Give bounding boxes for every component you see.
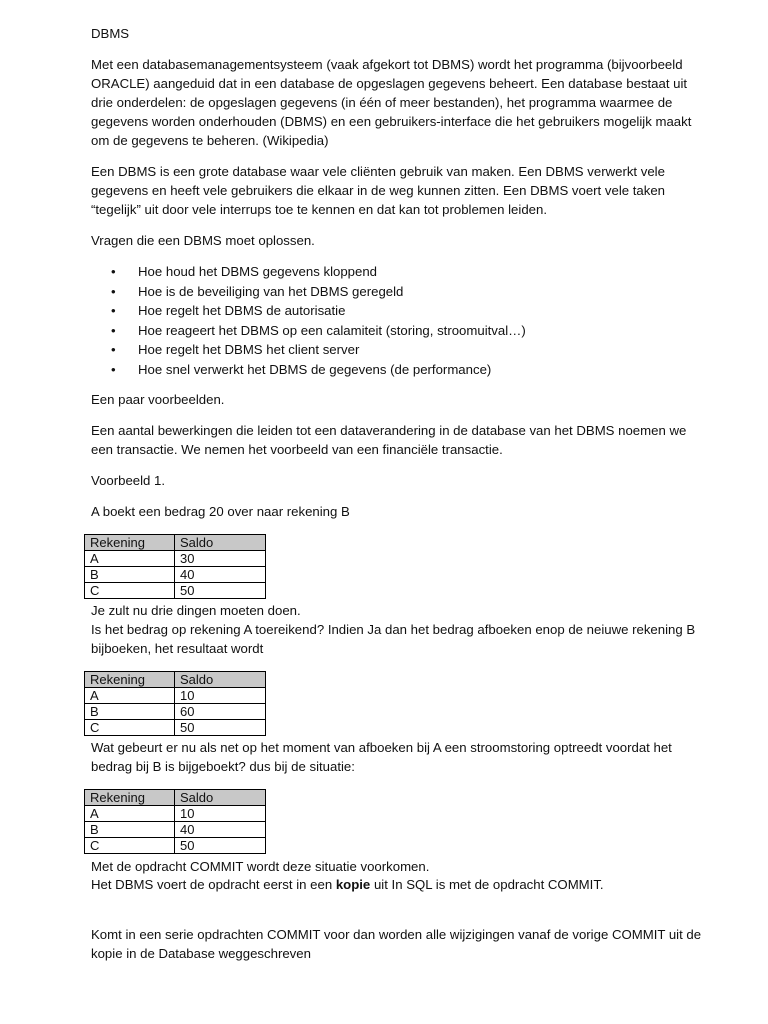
column-header-account: Rekening: [85, 535, 175, 551]
balance-table-failure: [84, 789, 266, 854]
bullet-icon: •: [111, 303, 116, 319]
list-item: • Hoe regelt het DBMS de autorisatie: [111, 303, 346, 319]
column-header-balance: Saldo: [175, 535, 266, 551]
list-item: • Hoe reageert het DBMS op een calamiteit (storing, stroomuitval…): [111, 322, 526, 338]
intro-paragraph: Met een databasemanagementsysteem (vaak afgekort tot DBMS) wordt het programma (bijvoorbeeld ORACLE) aangeduid dat in een database de opgeslagen gegevens beheert. Een database bestaat uit drie onderdelen: de opgeslagen gegevens (in één of meer bestanden), het programma waarmee de gegevens worden onderhouden (DBMS) en een gebruikers-interface die het gebruikers mogelijk maakt om de gegevens te beheren. (Wikipedia): [91, 57, 692, 148]
final-paragraph: Komt in een serie opdrachten COMMIT voor dan worden alle wijzigingen vanaf de vorige COMMIT uit de kopie in de Database weggeschreven: [91, 927, 702, 961]
after-table3-line2: Het DBMS voert de opdracht eerst in een kopie uit In SQL is met de opdracht COMMIT.: [91, 877, 604, 892]
list-item: • Hoe snel verwerkt het DBMS de gegevens (de performance): [111, 361, 492, 377]
after-table3-line1: Met de opdracht COMMIT wordt deze situatie voorkomen.: [91, 859, 430, 874]
emphasis-kopie: kopie: [335, 877, 371, 892]
table-row: C 50: [85, 583, 266, 599]
list-item: • Hoe regelt het DBMS het client server: [111, 342, 360, 358]
example-statement: A boekt een bedrag 20 over naar rekening B: [91, 504, 350, 519]
questions-intro: Vragen die een DBMS moet oplossen.: [91, 233, 315, 248]
questions-list: [91, 262, 711, 380]
table-row: A 30: [85, 551, 266, 567]
table-row: B 40: [85, 567, 266, 583]
list-item: • Hoe houd het DBMS gegevens kloppend: [111, 264, 378, 279]
table-row: A 10: [85, 688, 266, 704]
example-heading: Voorbeeld 1.: [91, 473, 166, 488]
table-row: A 10: [85, 806, 266, 822]
after-table1-line1: Je zult nu drie dingen moeten doen.: [91, 603, 301, 618]
second-paragraph: Een DBMS is een grote database waar vele cliënten gebruik van maken. Een DBMS verwerkt vele gegevens en heeft vele gebruikers die elkaar in de weg kunnen zitten. Een DBMS voert vele taken “tegelijk” uit door vele interrups toe te kennen en dat kan tot problemen leiden.: [91, 164, 666, 217]
after-table1-line2: Is het bedrag op rekening A toereikend? Indien Ja dan het bedrag afboeken enop de neiuwe rekening B bijboeken, het resultaat wordt: [91, 622, 696, 656]
column-header-balance: Saldo: [175, 790, 266, 806]
balance-table-result: [84, 671, 266, 736]
bullet-icon: •: [111, 283, 116, 299]
table-header-row: [85, 535, 266, 551]
table-row: B 40: [85, 822, 266, 838]
examples-intro: Een paar voorbeelden.: [91, 392, 225, 407]
column-header-balance: Saldo: [175, 672, 266, 688]
bullet-icon: •: [111, 361, 116, 377]
table-row: C 50: [85, 838, 266, 854]
list-item: • Hoe is de beveiliging van het DBMS geregeld: [111, 283, 404, 299]
balance-table-initial: [84, 534, 266, 599]
bullet-icon: •: [111, 342, 116, 358]
transaction-paragraph: Een aantal bewerkingen die leiden tot een dataverandering in de database van het DBMS noemen we een transactie. We nemen het voorbeeld van een financiële transactie.: [91, 423, 687, 457]
bullet-icon: •: [111, 264, 116, 279]
table-header-row: [85, 672, 266, 688]
after-table2-paragraph: Wat gebeurt er nu als net op het moment van afboeken bij A een stroomstoring optreedt voordat het bedrag bij B is bijgeboekt? dus bij de situatie:: [91, 740, 672, 774]
table-header-row: [85, 790, 266, 806]
table-row: C 50: [85, 720, 266, 736]
column-header-account: Rekening: [85, 672, 175, 688]
bullet-icon: •: [111, 322, 116, 338]
column-header-account: Rekening: [85, 790, 175, 806]
table-row: B 60: [85, 704, 266, 720]
document-title: DBMS: [91, 26, 130, 41]
